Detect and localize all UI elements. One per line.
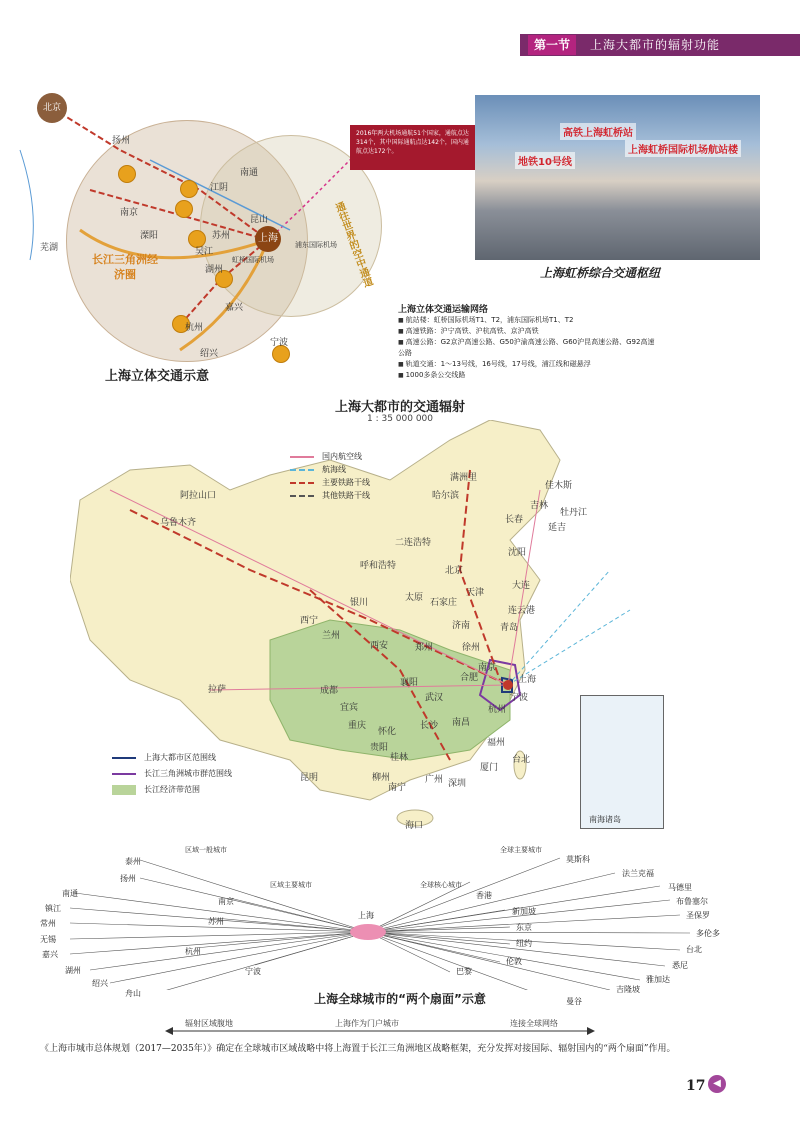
map-city: 阿拉山口	[180, 491, 217, 501]
fan-city-right: 伦敦	[506, 957, 522, 966]
map-city: 佳木斯	[545, 481, 573, 491]
city-label: 南通	[240, 168, 259, 178]
map-city: 长春	[505, 515, 524, 525]
map-city: 郑州	[415, 643, 434, 653]
map-city: 合肥	[460, 673, 479, 683]
city-node	[180, 180, 198, 198]
fan-city-left: 湖州	[65, 966, 81, 975]
south-china-sea-inset	[580, 695, 664, 829]
axis-right-label: 连接全球网络	[510, 1019, 558, 1028]
map-city: 北京	[445, 566, 464, 576]
city-label: 溧阳	[140, 231, 159, 241]
fan-city-right: 悉尼	[672, 961, 688, 970]
city-label: 江阴	[210, 183, 229, 193]
fan-category: 区域主要城市	[270, 881, 312, 889]
photo-label: 地铁10号线	[515, 152, 575, 169]
map-city: 厦门	[480, 763, 499, 773]
map-city: 贵阳	[370, 743, 389, 753]
fan-category: 全球主要城市	[500, 846, 542, 854]
network-item: ■ 高速铁路：沪宁高铁、沪杭高铁、京沪高铁	[398, 326, 658, 337]
network-item: ■ 1000多条公交线路	[398, 370, 658, 381]
map-city: 怀化	[378, 727, 397, 737]
fan-category: 区域一般城市	[185, 846, 227, 854]
delta-label: 长江三角洲经济圈	[92, 253, 158, 281]
fan-city-left: 扬州	[120, 874, 136, 883]
fan-city-left: 绍兴	[92, 979, 108, 988]
fan-city-left: 宁波	[245, 967, 261, 976]
fan-city-right: 台北	[686, 945, 702, 954]
map-city: 南昌	[452, 718, 471, 728]
beijing-node: 北京	[37, 93, 67, 123]
map-city: 徐州	[462, 643, 481, 653]
map-city: 宜宾	[340, 703, 359, 713]
map-city: 连云港	[508, 606, 536, 616]
map-city: 拉萨	[208, 685, 227, 695]
page-corner-icon: ◀	[708, 1075, 726, 1093]
airport-label: 浦东国际机场	[295, 241, 337, 249]
city-node	[118, 165, 136, 183]
legend-row	[112, 766, 232, 782]
map-city: 襄阳	[400, 678, 419, 688]
inset-label: 南海诸岛	[589, 815, 621, 824]
section-title: 上海大都市的辐射功能	[590, 38, 721, 52]
fan-city-left: 舟山	[125, 989, 141, 998]
legend-label: 长江经济带范围	[144, 785, 200, 794]
city-label: 宁波	[270, 338, 289, 348]
domestic-air-swatch	[290, 456, 314, 458]
map-city: 海口	[405, 821, 424, 831]
city-label: 扬州	[112, 136, 131, 146]
photo-label: 高铁上海虹桥站	[560, 123, 636, 140]
fan-city-right: 莫斯科	[566, 855, 590, 864]
city-label: 昆山	[250, 215, 269, 225]
legend-label: 国内航空线	[322, 452, 362, 461]
map-city: 上海	[518, 675, 537, 685]
photo-caption: 上海虹桥综合交通枢纽	[540, 266, 661, 280]
map-city: 呼和浩特	[360, 561, 397, 571]
fan-city-right: 东京	[516, 923, 532, 932]
fan-city-right: 雅加达	[646, 975, 670, 984]
map-city: 二连浩特	[395, 538, 432, 548]
map-city: 天津	[466, 588, 485, 598]
map-city: 南京	[478, 663, 497, 673]
legend-label: 主要铁路干线	[322, 478, 370, 487]
map-city: 武汉	[425, 693, 444, 703]
legend-label: 其他铁路干线	[322, 491, 370, 500]
other-rail-swatch	[290, 495, 314, 497]
map-city: 青岛	[500, 623, 519, 633]
city-label: 嘉兴	[225, 303, 244, 313]
map-title: 上海大都市的交通辐射	[334, 400, 465, 415]
map-city: 大连	[512, 581, 531, 591]
legend-row	[290, 450, 370, 463]
map-city: 宁波	[510, 693, 529, 703]
map-city: 牡丹江	[560, 508, 588, 518]
section-tag: 第一节	[528, 35, 576, 55]
fan-city-right: 多伦多	[696, 929, 720, 938]
body-paragraph: 《上海市城市总体规划（2017—2035年）》确定在全球城市区域战略中将上海置于长江三角洲地区战略框架，充分发挥对接国际、辐射国内的“两个扇面”作用。	[40, 1044, 676, 1054]
city-node	[175, 200, 193, 218]
diagram-caption: 上海立体交通示意	[105, 369, 210, 384]
shanghai-node: 上海	[255, 226, 281, 252]
fan-city-left: 杭州	[185, 947, 201, 956]
fan-city-left: 苏州	[208, 917, 224, 926]
shipping-swatch	[290, 469, 314, 471]
map-city: 满洲里	[450, 473, 478, 483]
legend-row	[290, 489, 370, 502]
fan-city-left: 常州	[40, 919, 56, 928]
map-city: 太原	[405, 593, 424, 603]
fan-center-node	[350, 924, 386, 940]
city-label: 杭州	[185, 323, 204, 333]
airport-label: 虹桥国际机场	[232, 256, 274, 264]
fan-city-right: 布鲁塞尔	[676, 897, 708, 906]
legend-label: 上海大都市区范围线	[144, 753, 216, 762]
fan-city-right: 曼谷	[566, 997, 582, 1006]
map-city: 西安	[370, 641, 389, 651]
fan-city-left: 无锡	[40, 935, 56, 944]
city-label: 绍兴	[200, 349, 219, 359]
map-legend-top	[290, 450, 370, 502]
fan-city-left: 镇江	[45, 904, 61, 913]
hongqiao-hub-photo	[475, 95, 760, 260]
legend-label: 长江三角洲城市群范围线	[144, 769, 232, 778]
fan-category: 全球核心城市	[420, 881, 462, 889]
city-label: 苏州	[212, 231, 231, 241]
fan-city-right: 新加坡	[512, 907, 536, 916]
legend-row	[290, 476, 370, 489]
axis-left-label: 辐射区域腹地	[185, 1019, 233, 1028]
fan-city-left: 南京	[218, 897, 234, 906]
city-label: 吴江	[195, 247, 214, 257]
fan-center-label: 上海	[358, 911, 374, 920]
map-city: 昆明	[300, 773, 319, 783]
map-city: 成都	[320, 686, 339, 696]
delta-boundary-swatch	[112, 773, 136, 775]
network-list	[398, 315, 658, 381]
metro-boundary-swatch	[112, 757, 136, 759]
fan-city-left: 嘉兴	[42, 950, 58, 959]
main-rail-swatch	[290, 482, 314, 484]
map-city: 南宁	[388, 783, 407, 793]
map-city: 济南	[452, 621, 471, 631]
map-city: 吉林	[530, 501, 549, 511]
legend-row	[290, 463, 370, 476]
city-label: 南京	[120, 208, 139, 218]
fan-city-right: 巴黎	[456, 967, 472, 976]
map-scale: 1 : 35 000 000	[366, 414, 433, 424]
axis-center-label: 上海作为门户城市	[335, 1019, 399, 1028]
fan-city-right: 吉隆坡	[616, 985, 640, 994]
network-item: ■ 高速公路：G2京沪高速公路、G50沪渝高速公路、G60沪昆高速公路、G92高速公路	[398, 337, 658, 359]
map-city: 哈尔滨	[432, 491, 460, 501]
map-city: 银川	[350, 598, 369, 608]
fan-city-right: 马德里	[668, 883, 692, 892]
network-title: 上海立体交通运输网络	[398, 305, 489, 315]
fan-city-left: 南通	[62, 889, 78, 898]
fan-city-right: 纽约	[516, 939, 532, 948]
map-city: 沈阳	[508, 548, 527, 558]
photo-label: 上海虹桥国际机场航站楼	[625, 140, 741, 157]
map-city: 延吉	[548, 523, 567, 533]
map-city: 深圳	[448, 779, 467, 789]
network-item: ■ 航站楼：虹桥国际机场T1、T2，浦东国际机场T1、T2	[398, 315, 658, 326]
fan-city-right: 法兰克福	[622, 869, 654, 878]
map-city: 兰州	[322, 631, 341, 641]
map-city: 广州	[425, 775, 444, 785]
network-item: ■ 轨道交通：1～13号线，16号线，17号线，浦江线和磁悬浮	[398, 359, 658, 370]
fan-city-right: 香港	[476, 891, 492, 900]
map-city: 杭州	[488, 705, 507, 715]
fan-title: 上海全球城市的“两个扇面”示意	[314, 992, 486, 1006]
map-city: 台北	[512, 755, 531, 765]
city-label: 芜湖	[40, 243, 59, 253]
fan-city-right: 圣保罗	[686, 911, 710, 920]
fan-city-left: 泰州	[125, 857, 141, 866]
air-corridor-label: 通往世界的空中通道	[331, 200, 374, 290]
map-city: 西宁	[300, 616, 319, 626]
map-city: 福州	[487, 738, 506, 748]
legend-row	[112, 782, 232, 798]
map-city: 桂林	[390, 753, 409, 763]
map-city: 重庆	[348, 721, 367, 731]
airport-callout: 2016年两大机场通航51个国家，通航点达314个，其中国际通航点达142个，国内通航点达172个。	[350, 125, 475, 170]
city-label: 湖州	[205, 265, 224, 275]
map-city: 乌鲁木齐	[160, 518, 197, 528]
map-city: 柳州	[372, 773, 391, 783]
map-city: 石家庄	[430, 598, 458, 608]
map-city: 长沙	[420, 721, 439, 731]
legend-row	[112, 750, 232, 766]
page-number: 17	[686, 1078, 706, 1094]
economic-belt-swatch	[112, 785, 136, 795]
map-legend-bottom	[112, 750, 232, 798]
legend-label: 航海线	[322, 465, 346, 474]
